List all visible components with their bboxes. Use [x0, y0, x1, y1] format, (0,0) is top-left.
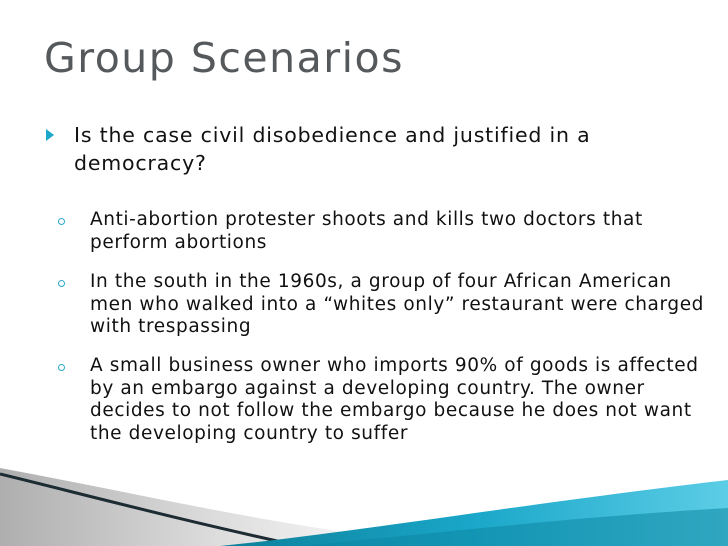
sub-bullet-text: In the south in the 1960s, a group of four African American men who walked into a “whites only” restaurant were charged with trespassing — [90, 271, 705, 337]
sub-bullet-text: Anti-abortion protester shoots and kills two doctors that perform abortions — [90, 209, 643, 253]
main-bullet — [46, 121, 696, 177]
ring-bullet-icon — [58, 364, 65, 371]
swoosh-graphic — [0, 460, 728, 546]
slide-title: Group Scenarios — [44, 34, 404, 82]
ring-bullet-icon — [58, 218, 65, 225]
sub-bullet-item — [58, 209, 708, 254]
sub-bullet-text: A small business owner who imports 90% of goods is affected by an embargo against a developing country. The owner decides to not follow the embargo because he does not want the developing country to suffer — [90, 355, 699, 444]
ring-bullet-icon — [58, 280, 65, 287]
triangle-arrow-icon — [46, 129, 54, 141]
sub-bullet-item — [58, 271, 708, 339]
sub-bullet-item — [58, 355, 708, 445]
main-bullet-text: Is the case civil disobedience and justified in a democracy? — [74, 123, 591, 175]
